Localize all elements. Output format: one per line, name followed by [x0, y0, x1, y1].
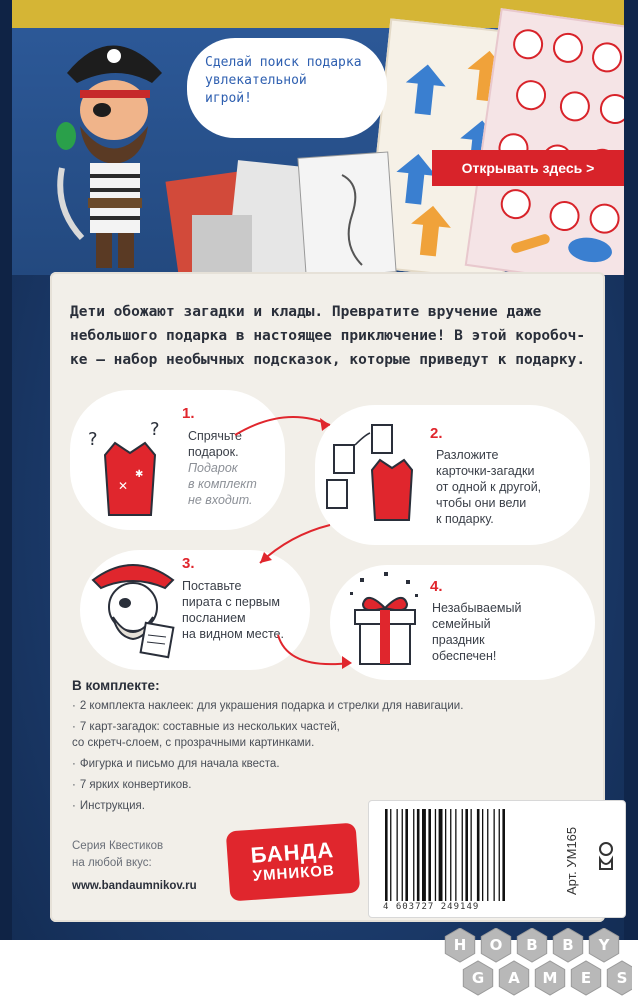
step-2-line: Разложите: [436, 448, 499, 462]
kit-title: В комплекте:: [72, 678, 160, 693]
step-1-line: Спрячьте: [188, 429, 242, 443]
step-3-text: [182, 578, 284, 642]
step-2-line: чтобы они вели: [436, 496, 527, 510]
step-2-line: к подарку.: [436, 512, 494, 526]
watermark-letter: O: [489, 936, 503, 954]
barcode-bar: [477, 809, 480, 901]
barcode-bar: [422, 809, 426, 901]
watermark-letter: E: [580, 969, 592, 987]
step-4-line: праздник: [432, 633, 485, 647]
age-warning-icon: [596, 841, 616, 873]
logo-line: УМНИКОВ: [252, 862, 336, 885]
barcode-bar: [462, 809, 463, 901]
barcode-bar: [402, 809, 403, 901]
speech-line: Сделай поиск подарка: [205, 55, 362, 70]
barcode-bar: [499, 809, 500, 901]
svg-text:✱: ✱: [135, 469, 144, 480]
barcode-bar: [397, 809, 398, 901]
step-4-text: [432, 600, 522, 664]
svg-text:?: ?: [88, 429, 98, 450]
step-2-number: 2.: [430, 425, 443, 442]
step-2-line: карточки-загадки: [436, 464, 535, 478]
barcode-bar: [428, 809, 431, 901]
step-2-text: [436, 447, 541, 527]
hobby-games-watermark: [432, 928, 632, 996]
speech-line: увлекательной: [205, 73, 307, 88]
barcode-bar: [435, 809, 436, 901]
watermark-letter: B: [526, 936, 538, 954]
intro-line: Дети обожают загадки и клады. Превратите вручение даже: [70, 304, 542, 320]
website-link[interactable]: www.bandaumnikov.ru: [72, 880, 197, 892]
step-4-line: обеспечен!: [432, 649, 497, 663]
step-4-line: Незабываемый: [432, 601, 522, 615]
gift-icon: [340, 570, 430, 670]
list-item: · 7 ярких конвертиков.: [72, 777, 592, 793]
barcode-bar: [417, 809, 420, 901]
box-left-edge: [0, 0, 12, 940]
watermark-letter: G: [471, 969, 485, 987]
barcode-bar: [445, 809, 446, 901]
list-item: · 2 комплекта наклеек: для украшения подарка и стрелки для навигации.: [72, 698, 592, 714]
step-1-line: подарок.: [188, 445, 239, 459]
open-here-tab[interactable]: [432, 150, 624, 186]
intro-paragraph: [70, 300, 590, 372]
watermark-letter: H: [453, 936, 467, 954]
step-1-note: в комплект: [188, 477, 257, 491]
barcode-bar: [471, 809, 472, 901]
svg-text:✕: ✕: [118, 479, 129, 493]
barcode-bar: [487, 809, 488, 901]
step-4-line: семейный: [432, 617, 491, 631]
banda-umnikov-logo: [226, 823, 361, 902]
step-4-number: 4.: [430, 578, 443, 595]
series-line: Серия Квестиков: [72, 840, 164, 852]
barcode-bar: [439, 809, 443, 901]
barcode-bar: [413, 809, 414, 901]
step-1-note: не входит.: [188, 493, 253, 507]
barcode-bar: [465, 809, 468, 901]
step-3-line: пирата с первым: [182, 595, 281, 609]
barcode-bar: [385, 809, 388, 901]
pirate-figure-icon: [88, 555, 183, 660]
step-3-line: на видном месте.: [182, 627, 284, 641]
card-stack-illustration: [162, 135, 432, 275]
watermark-letter: B: [562, 936, 574, 954]
open-here-label: Открывать здесь >: [461, 160, 595, 176]
step-2-line: от одной к другой,: [436, 480, 542, 494]
step-1-note: Подарок: [188, 461, 238, 475]
intro-line: ке — набор необычных подсказок, которые приведут к подарку.: [70, 352, 586, 368]
watermark-letter: S: [616, 969, 628, 987]
list-item: · 7 карт-загадок: составные из нескольких частей, со скретч-слоем, с прозрачными картинками.: [72, 719, 592, 751]
speech-bubble: [187, 38, 387, 138]
barcode-digits: 4 603727 249149: [383, 902, 480, 912]
list-item: · Инструкция.: [72, 798, 592, 814]
cards-and-gift-icon: [322, 415, 432, 525]
top-artwork: [12, 0, 624, 275]
intro-line: небольшого подарка в настоящее приключение! В этой коробоч-: [70, 328, 586, 344]
barcode-bar: [482, 809, 483, 901]
watermark-letter: A: [508, 969, 520, 987]
box-right-edge: [624, 0, 638, 940]
list-item: · Фигурка и письмо для начала квеста.: [72, 756, 592, 772]
article-number: Арт. УМ165: [564, 826, 579, 896]
watermark-letter: M: [542, 969, 558, 987]
hidden-gift-icon: [80, 415, 180, 525]
barcode-bar: [455, 809, 456, 901]
series-text: [72, 838, 163, 872]
barcode-bar: [390, 809, 391, 901]
watermark-letter: Y: [598, 936, 610, 954]
pirate-illustration: [52, 18, 172, 268]
barcode-bar: [405, 809, 408, 901]
barcode-bar: [450, 809, 451, 901]
arrow-icon: [250, 520, 340, 570]
step-1-number: 1.: [182, 405, 195, 422]
barcode-bar: [494, 809, 495, 901]
speech-line: игрой!: [205, 91, 252, 106]
step-3-number: 3.: [182, 555, 195, 572]
step-3-line: посланием: [182, 611, 246, 625]
barcode-bar: [502, 809, 505, 901]
svg-text:?: ?: [150, 419, 160, 440]
step-3-line: Поставьте: [182, 579, 242, 593]
series-line: на любой вкус:: [72, 857, 152, 869]
barcode-label: [368, 800, 626, 918]
barcode: [383, 809, 533, 901]
logo-line: БАНДА: [249, 837, 335, 868]
